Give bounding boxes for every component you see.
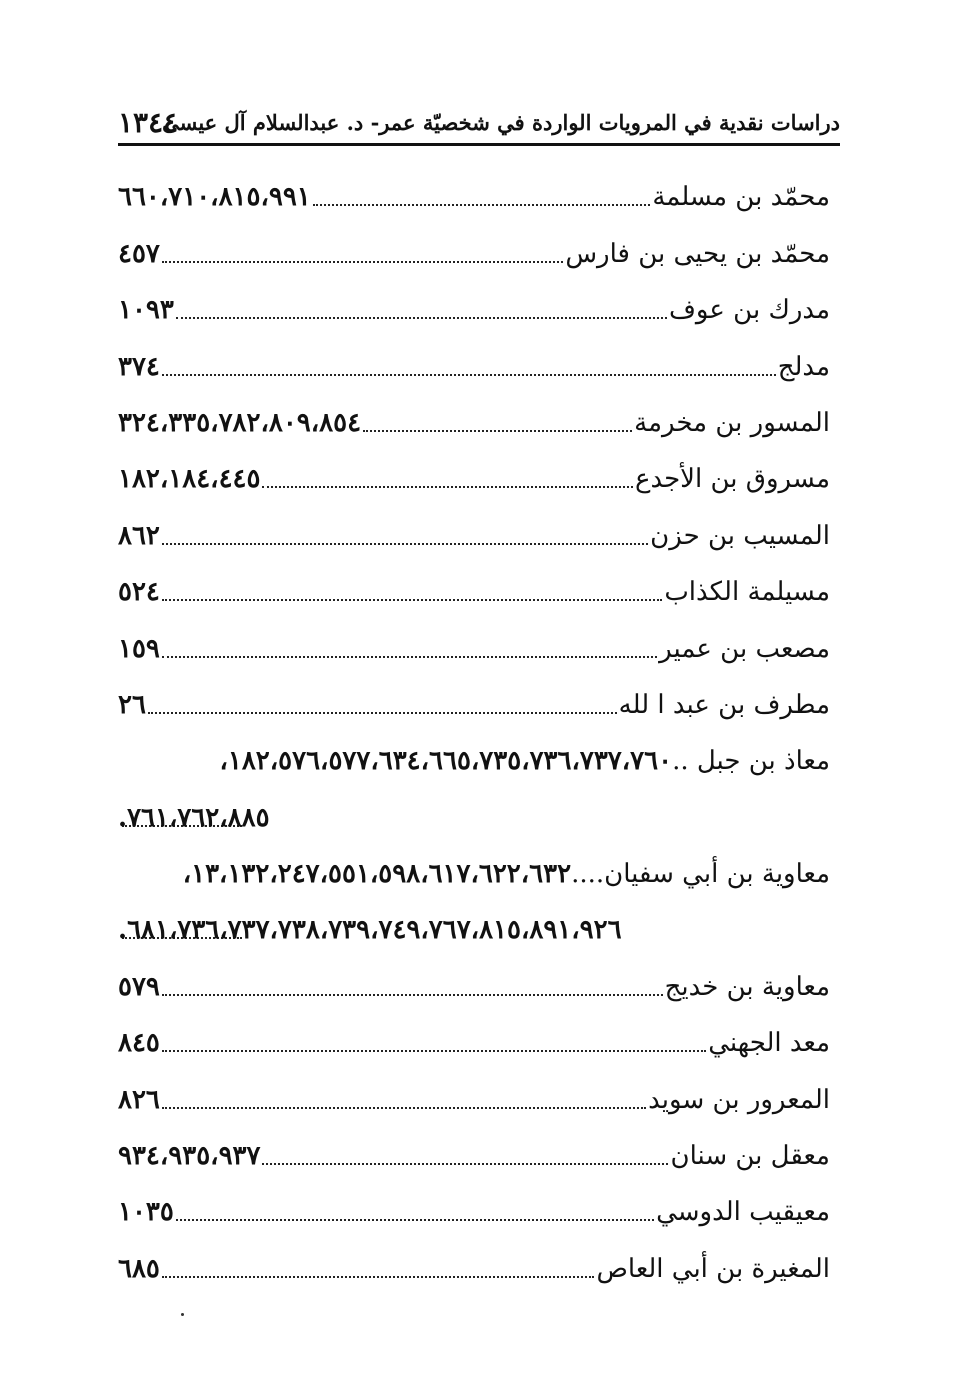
- index-entry: [118, 277, 830, 333]
- entry-name: مطرف بن عبد ا لله: [618, 689, 830, 720]
- entry-name: معد الجهني: [708, 1028, 830, 1059]
- scan-speck: [181, 1313, 184, 1316]
- entry-pages: ٨٢٦: [118, 1084, 160, 1115]
- index-entry: [118, 841, 830, 897]
- entry-name: المسور بن مخرمة: [634, 407, 830, 438]
- entry-name: مصعب بن عمير: [659, 633, 830, 664]
- dot-leader: [176, 317, 667, 319]
- entry-pages: ١٨٢،١٨٤،٤٤٥: [118, 464, 261, 495]
- entry-name: المسيب بن حزن: [650, 520, 830, 551]
- entry-name: محمّد بن مسلمة: [652, 182, 830, 213]
- page-header: [118, 100, 840, 146]
- index-entry: [118, 1066, 830, 1122]
- dot-leader: [262, 1163, 668, 1165]
- index-entry: [118, 1123, 830, 1179]
- dot-leader: [313, 204, 651, 206]
- entry-pages: ٢٦: [118, 689, 146, 720]
- entry-pages: ٩٣٤،٩٣٥،٩٣٧: [118, 1141, 261, 1172]
- index-entry: [118, 1179, 830, 1235]
- dot-leader: [162, 261, 563, 263]
- index-entry: [118, 953, 830, 1009]
- index-entry: [118, 446, 830, 502]
- index-entry: [118, 390, 830, 446]
- entry-pages: ٥٢٤: [118, 577, 160, 608]
- dot-leader: [176, 1219, 654, 1221]
- index-entry: [118, 220, 830, 276]
- dot-leader: [162, 656, 657, 658]
- entry-pages: ٥٧٩: [118, 971, 160, 1002]
- index-entry: [118, 1010, 830, 1066]
- entry-pages: ٨٤٥: [118, 1028, 160, 1059]
- index-entry-continuation: [118, 897, 830, 953]
- index-entry: [118, 502, 830, 558]
- dot-leader: [162, 1107, 646, 1109]
- entry-name: مدلج: [777, 351, 830, 382]
- dot-leader: [148, 712, 617, 714]
- entry-name: المغيرة بن أبي العاص: [596, 1253, 830, 1284]
- dot-leader: [162, 374, 776, 376]
- entry-pages: ٨٦٢: [118, 520, 160, 551]
- entry-pages: ٣٧٤: [118, 351, 160, 382]
- entry-pages: ١٨٢،٥٧٦،٥٧٧،٦٣٤،٦٦٥،٧٣٥،٧٣٦،٧٣٧،٧٦٠،: [219, 746, 673, 777]
- dot-leader: [363, 430, 632, 432]
- running-title: دراسات نقدية في المرويات الواردة في شخصيّة عمر- د. عبدالسلام آل عيسى: [162, 110, 840, 135]
- dot-leader: [162, 1276, 595, 1278]
- entry-pages: ١٠٣٥: [118, 1197, 174, 1228]
- dot-leader: [162, 599, 662, 601]
- index-entry-continuation: [118, 784, 830, 840]
- entry-pages: ٦٨١،٧٣٦،٧٣٧،٧٣٨،٧٣٩،٧٤٩،٧٦٧،٨١٥،٨٩١،٩٢٦.: [118, 915, 622, 946]
- index-entry: [118, 615, 830, 671]
- index-entry: [118, 559, 830, 615]
- entry-name: معيقيب الدوسي: [656, 1197, 830, 1228]
- entry-pages: ٤٥٧: [118, 238, 160, 269]
- index-entry: [118, 164, 830, 220]
- dot-leader: [162, 1050, 706, 1052]
- entry-name: المعرور بن سويد: [648, 1084, 830, 1115]
- dot-leader: [162, 994, 663, 996]
- entry-pages: ١٠٩٣: [118, 295, 174, 326]
- index-entry: [118, 672, 830, 728]
- index-entry: [118, 1235, 830, 1291]
- page-number: ١٣٤٤: [118, 106, 179, 139]
- entry-name: مسروق بن الأجدع: [634, 464, 830, 495]
- entry-name: معقل بن سنان: [670, 1141, 830, 1172]
- entry-pages: ٧٦١،٧٦٢،٨٨٥.: [118, 802, 270, 833]
- dot-leader: [262, 486, 632, 488]
- entry-name: معاوية بن أبي سفيان....: [571, 859, 830, 890]
- dot-leader: [162, 543, 648, 545]
- index-entry: [118, 333, 830, 389]
- entry-pages: ١٥٩: [118, 633, 160, 664]
- entry-name: معاذ بن جبل ..: [672, 746, 830, 777]
- entry-name: محمّد بن يحيى بن فارس: [565, 238, 830, 269]
- entry-pages: ١٣،١٣٢،٢٤٧،٥٥١،٥٩٨،٦١٧،٦٢٢،٦٣٢،: [182, 859, 572, 890]
- index-entry: [118, 728, 830, 784]
- index-entries: [118, 164, 830, 1292]
- entry-name: مدرك بن عوف: [668, 295, 830, 326]
- entry-pages: ٦٨٥: [118, 1253, 160, 1284]
- entry-pages: ٦٦٠،٧١٠،٨١٥،٩٩١: [118, 182, 311, 213]
- entry-name: معاوية بن خديج: [664, 971, 830, 1002]
- entry-pages: ٣٢٤،٣٣٥،٧٨٢،٨٠٩،٨٥٤: [118, 407, 362, 438]
- entry-name: مسيلمة الكذاب: [664, 577, 830, 608]
